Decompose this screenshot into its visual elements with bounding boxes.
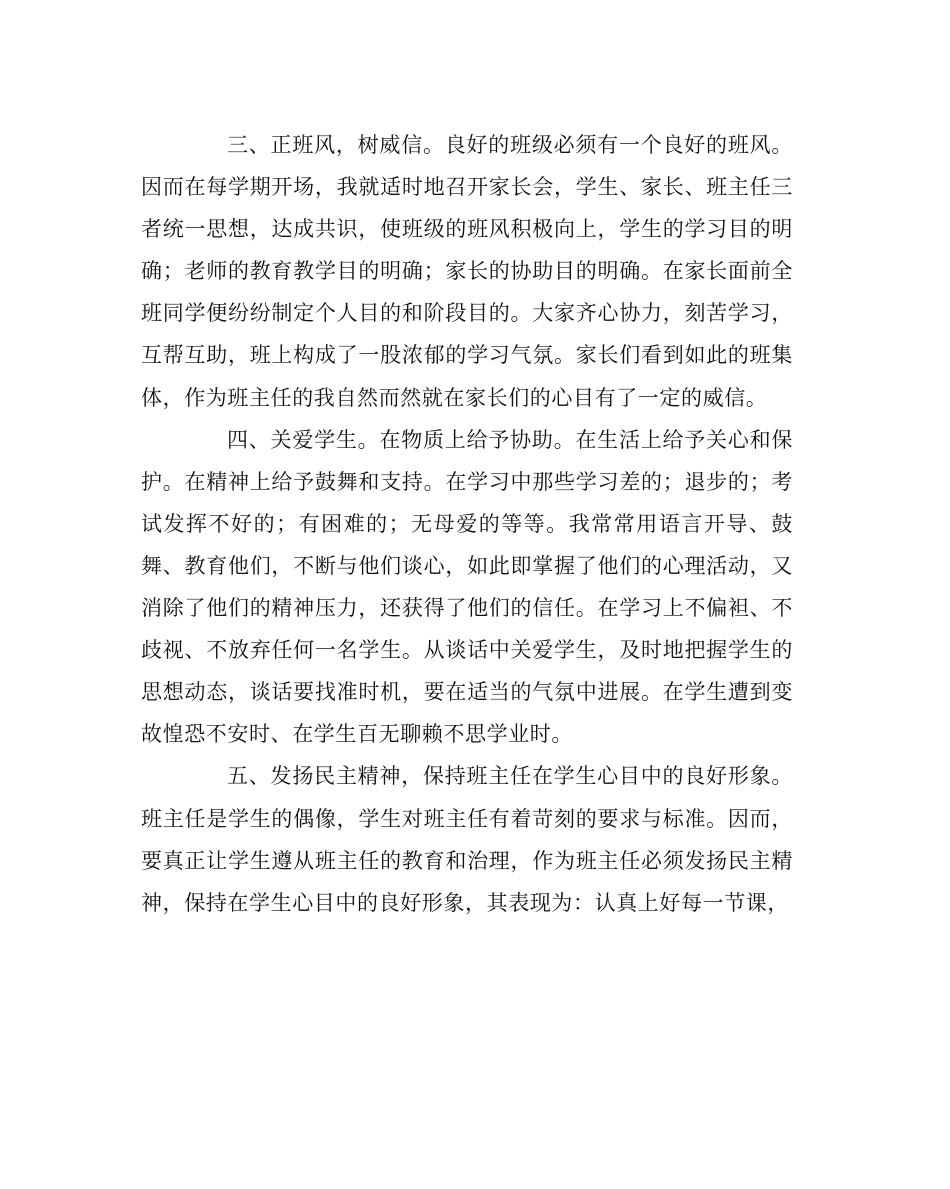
paragraph-care-students: 四、关爱学生。在物质上给予协助。在生活上给予关心和保护。在精神上给予鼓舞和支持。在学习中那些学习差的；退步的；考试发挥不好的；有困难的；无母爱的等等。我常常用语言开导、鼓舞、教育他们，不断与他们谈心，如此即掌握了他们的心理活动，又消除了他们的精神压力，还获得了他们的信任。在学习上不偏袒、不歧视、不放弃任何一名学生。从谈话中关爱学生，及时地把握学生的思想动态，谈话要找准时机，要在适当的气氛中进展。在学生遭到变故惶恐不安时、在学生百无聊赖不思学业时。 [141,427,793,747]
paragraph-class-style: 三、正班风，树威信。良好的班级必须有一个良好的班风。因而在每学期开场，我就适时地召开家长会，学生、家长、班主任三者统一思想，达成共识，使班级的班风积极向上，学生的学习目的明确；老师的教育教学目的明确；家长的协助目的明确。在家长面前全班同学便纷纷制定个人目的和阶段目的。大家齐心协力，刻苦学习，互帮互助，班上构成了一股浓郁的学习气氛。家长们看到如此的班集体，作为班主任的我自然而然就在家长们的心目有了一定的威信。 [141,133,793,410]
paragraph-democratic-spirit: 五、发扬民主精神，保持班主任在学生心目中的良好形象。班主任是学生的偶像，学生对班主任有着苛刻的要求与标准。因而，要真正让学生遵从班主任的教育和治理，作为班主任必须发扬民主精神，保持在学生心目中的良好形象，其表现为：认真上好每一节课， [141,764,793,915]
document-body [141,124,793,924]
